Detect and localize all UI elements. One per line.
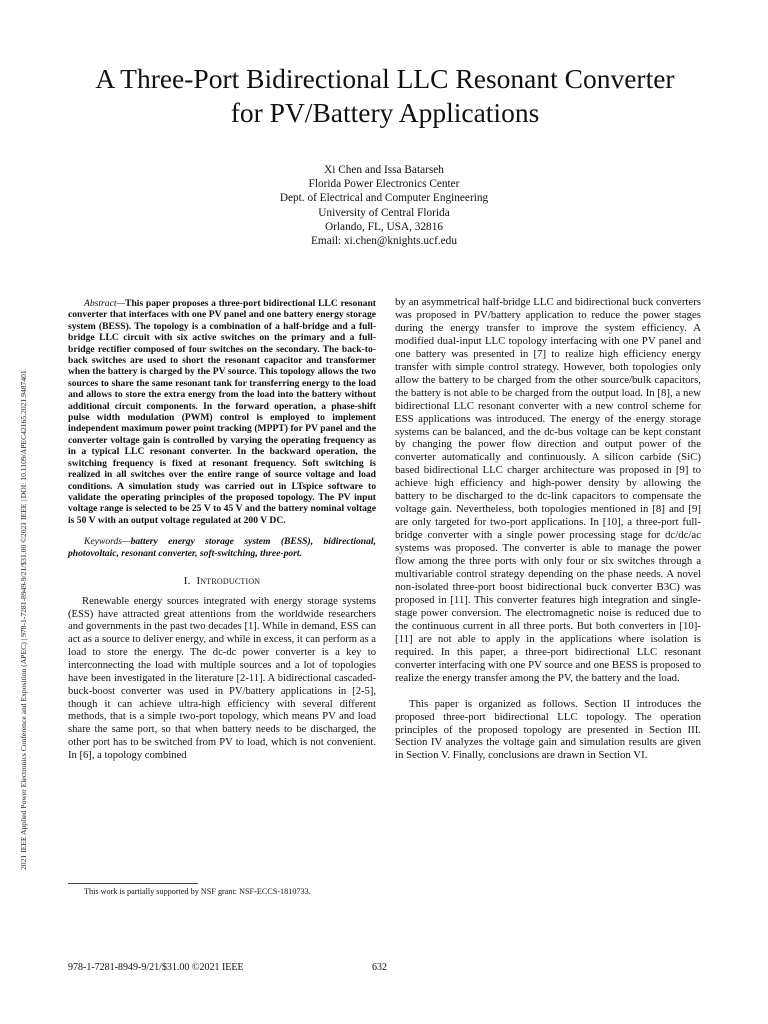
section-number: I. bbox=[183, 574, 191, 587]
left-column bbox=[68, 298, 376, 763]
keywords bbox=[68, 536, 376, 559]
title-line-2: for PV/Battery Applications bbox=[230, 97, 540, 128]
author-email: Email: xi.chen@knights.ucf.edu bbox=[311, 235, 457, 248]
keywords-text: battery energy storage system (BESS), bidirectional, photovoltaic, resonant converter, soft-switching, three-port. bbox=[68, 536, 376, 559]
abstract-text: This paper proposes a three-port bidirectional LLC resonant converter that interfaces with one PV panel and one battery energy storage system (BESS). The topology is a combination of a half-bridge and a full-bridge LLC circuit with six active switches on the primary and a full-bridge rectifier composed of four switches on the secondary. The back-to-back switches are used to short the resonant capacitor and transformer when the battery is charged by the PV source. This topology allows the two sources to share the same resonant tank for transferring energy to the load and allows to store the extra energy from the load into the battery without additional circuit components. In the forward operation, a phase-shift pulse width modulation (PWM) control is employed to implement independent maximum power point tracking (MPPT) for PV panel and the converter voltage gain is controlled by varying the operating frequency as in a typical LLC resonant converter. In the backward operation, the switching frequency is fixed at resonant frequency. Soft switching is realized in all switches over the entire range of source voltage and load conditions. A simulation study was carried out in LTspice software to validate the operating principles of the proposed topology. The PV input voltage range is selected to be 25 V to 45 V and the battery nominal voltage is 50 V with an output voltage regulated at 200 V DC. bbox=[68, 298, 376, 526]
abstract-lead: Abstract— bbox=[84, 298, 126, 309]
footnote-rule bbox=[68, 883, 198, 884]
paper-title bbox=[60, 62, 710, 130]
page-number: 632 bbox=[372, 962, 387, 973]
footnote: This work is partially supported by NSF grant: NSF-ECCS-1810733. bbox=[84, 887, 311, 896]
right-column bbox=[395, 296, 701, 762]
side-identifier bbox=[19, 170, 33, 870]
intro-paragraph-organization: This paper is organized as follows. Section II introduces the proposed three-port bidirectional LLC topology. The operation principles of the proposed topology are presented in Section III. Section IV analyzes the voltage gain and simulation results are given in Section V. Finally, conclusions are drawn in Section VI. bbox=[395, 697, 701, 762]
title-line-1: A Three-Port Bidirectional LLC Resonant Converter bbox=[95, 63, 675, 94]
section-heading-introduction bbox=[68, 575, 376, 588]
author-names: Xi Chen and Issa Batarseh bbox=[324, 164, 444, 176]
section-title: Introduction bbox=[196, 574, 261, 587]
abstract bbox=[68, 298, 376, 526]
intro-paragraph-continued: by an asymmetrical half-bridge LLC and bidirectional buck converters was proposed in PV/battery application to reduce the power stages during the energy transfer to improve the system efficiency. A modified dual-input LLC topology interfacing with one PV panel and one battery was presented in [7] to realize high efficiency energy transfer with simple control strategy. However, both topologies only allow the battery to be charged from the other source/bulk capacitors, the battery is not able to be charged from the output load. In [8], a new bidirectional LLC resonant converter with a new control scheme for ESS applications was introduced. The energy of the energy storage systems can be balanced, and the dc-bus voltage can be kept constant by changing the power flow direction and output power of the converter automatically and continuously. A silicon carbide (SiC) based bidirectional LLC charger architecture was proposed in [9] to achieve high efficiency and high-power density by allowing the battery to be discharged to the dc-link capacitors to compensate the voltage gain. Nevertheless, both topologies mentioned in [8] and [9] are only targeted for two-port applications. In [10], a three-port full-bridge converter with a single power processing stage for dc/dc/ac systems was proposed. The converter is able to manage the power flow among the three ports with only four or six switches through a multivariable control strategy depending on the phase needs. A novel non-isolated three-port boost bidirectional buck converter B3C) was proposed in [11]. This converter features high integration and single-stage power conversion. The electromagnetic noise is reduced due to the continuous current in all three ports. But both converters in [10]-[11] are not able to apply in the applications where isolation is required. In this paper, a three-port bidirectional LLC resonant converter interfacing with one PV source and one BESS is proposed to realize the energy transfer among the PV, the battery and the load. bbox=[395, 296, 701, 684]
keywords-lead: Keywords— bbox=[84, 536, 131, 548]
author-block bbox=[184, 163, 584, 248]
author-org: Florida Power Electronics Center bbox=[308, 178, 460, 191]
side-identifier-text: 2021 IEEE Applied Power Electronics Conference and Exposition (APEC) | 978-1-7281-8949-9/21/$31.00 ©2021 IEEE | DOI: 10.1109/APEC42165.2021.9487401 bbox=[19, 370, 28, 870]
author-dept: Dept. of Electrical and Computer Engineering bbox=[279, 192, 489, 205]
author-university: University of Central Florida bbox=[318, 206, 450, 219]
intro-paragraph-1: Renewable energy sources integrated with energy storage systems (ESS) have attracted great attentions from the worldwide researchers and governments in the past two decades [1]. While in demand, ESS can act as a source to deliver energy, and while in excess, it can perform as a load to store the energy. The dc-dc power converter is a key to interconnecting the load with multiple sources and a lot of topologies have been investigated in the literature [2-11]. A bidirectional cascaded-buck-boost converter was used in PV/battery applications in [2-5], though it can achieve ultra-high efficiency with several different methods, that is a simple two-port topology, which means PV and load share the same port, so that when battery needs to be discharged, the other port has to be switched from PV to load, which is not convenient. In [6], a topology combined bbox=[68, 595, 376, 761]
author-location: Orlando, FL, USA, 32816 bbox=[325, 220, 443, 233]
footer-copyright: 978-1-7281-8949-9/21/$31.00 ©2021 IEEE bbox=[68, 962, 244, 973]
